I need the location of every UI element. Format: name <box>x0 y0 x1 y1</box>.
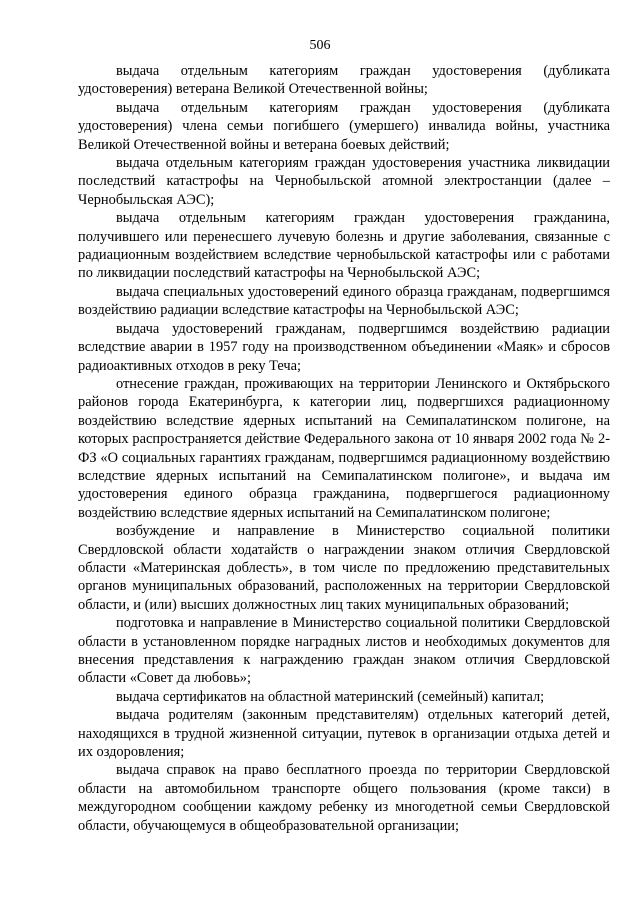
paragraph-maternity-capital: выдача сертификатов на областной материнский (семейный) капитал; <box>116 688 545 705</box>
document-body <box>78 62 610 835</box>
paragraph-chernobyl-liquidator-certificate: выдача отдельным категориям граждан удостоверения участника ликвидации последствий катастрофы на Чернобыльской атомной электростанции (далее – Чернобыльская АЭС); <box>78 155 610 208</box>
page-number: 506 <box>309 38 331 53</box>
paragraph-semipalatinsk-certificate: отнесение граждан, проживающих на территории Ленинского и Октябрьского районов города Екатеринбурга, к категории лиц, подвергшихся радиационному воздействию вследствие ядерных испытаний на Семипалатинском полигоне, на которых распространяется действие Федерального закона от 10 января 2002 года № 2-ФЗ «О социальных гарантиях гражданам, подвергшимся радиационному воздействию вследствие ядерных испытаний на Семипалатинском полигоне», и выдача им удостоверения единого образца гражданина, подвергшегося радиационному воздействию вследствие ядерных испытаний на Семипалатинском полигоне; <box>78 375 610 521</box>
paragraph-radiation-illness-certificate: выдача отдельным категориям граждан удостоверения гражданина, получившего или перенесшего лучевую болезнь и другие заболевания, связанные с радиационным воздействием вследствие чернобыльской катастрофы или с работами по ликвидации последствий катастрофы на Чернобыльской АЭС; <box>78 210 610 282</box>
paragraph-sovet-da-lyubov-award: подготовка и направление в Министерство социальной политики Свердловской области в установленном порядке наградных листов и необходимых документов для внесения представления к награждению граждан знаком отличия Свердловской области «Совет да любовь»; <box>78 615 610 687</box>
paragraph-mayak-certificate: выдача удостоверений гражданам, подвергшимся воздействию радиации вследствие аварии в 1957 году на производственном объединении «Маяк» и сбросов радиоактивных отходов в реку Теча; <box>78 320 610 374</box>
paragraph-veteran-certificate: выдача отдельным категориям граждан удостоверения (дубликата удостоверения) ветерана Великой Отечественной войны; <box>78 63 610 98</box>
paragraph-children-vouchers: выдача родителям (законным представителям) отдельных категорий детей, находящихся в трудной жизненной ситуации, путевок в организации отдыха детей и их оздоровления; <box>78 707 610 761</box>
paragraph-maternal-valor-petition: возбуждение и направление в Министерство социальной политики Свердловской области ходатайств о награждении знаком отличия Свердловской области «Материнская доблесть», в том числе по предложению представительных органов муниципальных образований, расположенных на территории Свердловской области, и (или) высших должностных лиц таких муниципальных образований; <box>78 523 610 613</box>
paragraph-family-member-certificate: выдача отдельным категориям граждан удостоверения (дубликата удостоверения) члена семьи погибшего (умершего) инвалида войны, участника Великой Отечественной войны и ветерана боевых действий; <box>78 99 610 153</box>
paragraph-chernobyl-special-certificate: выдача специальных удостоверений единого образца гражданам, подвергшимся воздействию радиации вследствие катастрофы на Чернобыльской АЭС; <box>78 283 610 319</box>
paragraph-free-travel-certificate: выдача справок на право бесплатного проезда по территории Свердловской области на автомобильном транспорте общего пользования (кроме такси) в междугородном сообщении каждому ребенку из многодетной семьи Свердловской области, обучающемуся в общеобразовательной организации; <box>78 762 610 834</box>
